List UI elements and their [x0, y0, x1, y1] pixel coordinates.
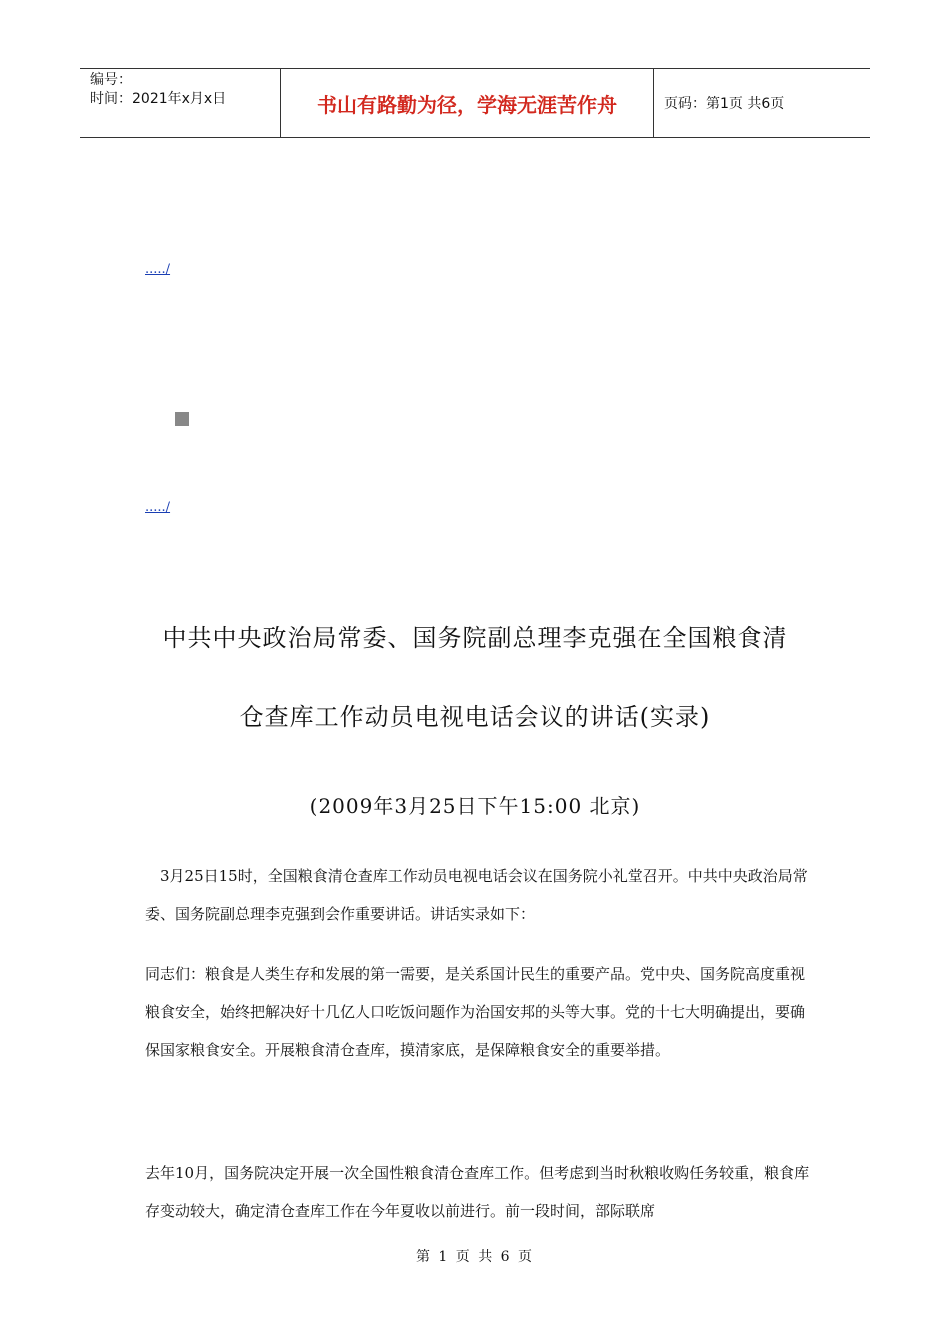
- paragraph-2: 同志们：粮食是人类生存和发展的第一需要，是关系国计民生的重要产品。党中央、国务院高度重视粮食安全，始终把解决好十几亿人口吃饭问题作为治国安邦的头等大事。党的十七大明确提出，要确保国家粮食安全。开展粮食清仓查库，摸清家底，是保障粮食安全的重要举措。: [145, 965, 806, 1059]
- header-table: [80, 68, 870, 138]
- page-footer: 第 1 页 共 6 页: [415, 1249, 535, 1265]
- header-page-cell: [654, 69, 870, 137]
- paragraph-3: 去年10月，国务院决定开展一次全国性粮食清仓查库工作。但考虑到当时秋粮收购任务较重，粮食库存变动较大，确定清仓查库工作在今年夏收以前进行。前一段时间，部际联席: [145, 1164, 810, 1220]
- title-line-1: 中共中央政治局常委、国务院副总理李克强在全国粮食清: [162, 624, 788, 652]
- page-info: 页码：第1页 共6页: [664, 96, 785, 112]
- header-meta-cell: [80, 69, 281, 137]
- link-1[interactable]: ...../: [145, 262, 171, 277]
- paragraph-1: 3月25日15时，全国粮食清仓查库工作动员电视电话会议在国务院小礼堂召开。中共中央政治局常委、国务院副总理李克强到会作重要讲话。讲话实录如下：: [145, 867, 808, 923]
- time-label: 时间：2021年x月x日: [90, 91, 227, 107]
- header-motto-cell: [281, 69, 654, 137]
- motto-text: 书山有路勤为径，学海无涯苦作舟: [317, 92, 617, 117]
- title-line-2: 仓查库工作动员电视电话会议的讲话(实录): [239, 703, 711, 731]
- image-placeholder-icon: [175, 412, 189, 426]
- subtitle-date: (2009年3月25日下午15:00 北京): [309, 794, 641, 818]
- link-2[interactable]: ...../: [145, 500, 171, 515]
- number-label: 编号：: [90, 72, 132, 88]
